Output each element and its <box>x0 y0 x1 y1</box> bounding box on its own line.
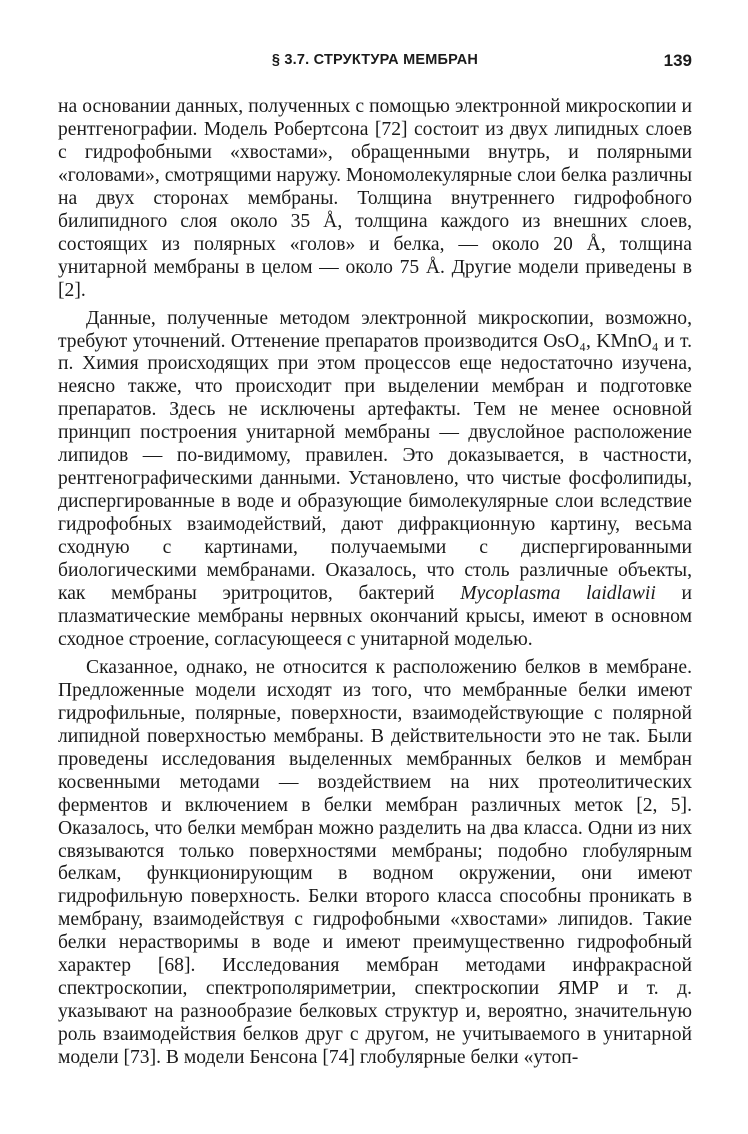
paragraph-membrane-proteins <box>58 657 692 1070</box>
page-number: 139 <box>663 51 692 70</box>
paragraph-1-text: на основании данных, полученных с помощью электронной микроскопии и рентгенографии. Модель Робертсона [72] состоит из двух липидных слоев с гидрофобными «хвостами», обращенными внутрь, и полярными «головами», смотрящими наружу. Мономолекулярные слои белка различны на двух сторонах мембраны. Толщина внутреннего гидрофобного билипидного слоя около 35 Å, толщина каждого из внешних слоев, состоящих из полярных «голов» и белка, — около 20 Å, толщина унитарной мембраны в целом — около 75 Å. Другие модели приведены в [2]. <box>58 96 692 301</box>
species-name: Mycoplasma laidlawii <box>460 583 656 605</box>
running-head: § 3.7. СТРУКТУРА МЕМБРАН <box>271 52 479 68</box>
paragraph-3-text: Сказанное, однако, не относится к расположению белков в мембране. Предложенные модели исходят из того, что мембранные белки имеют гидрофильные, полярные, поверхности, взаимодействующие с полярной липидной поверхностью мембраны. В действительности это не так. Были проведены исследования выделенных мембранных белков и мембран косвенными методами — воздействием на них протеолитических ферментов и включением в белки мембран различных меток [2, 5]. Оказалось, что белки мембран можно разделить на два класса. Одни из них связываются только поверхностями мембраны; подобно глобулярным белкам, функционирующим в водном окружении, они имеют гидрофильную поверхность. Белки второго класса способны проникать в мембрану, взаимодействуя с гидрофобными «хвостами» липидов. Такие белки нерастворимы в воде и имеют преимущественно гидрофобный характер [68]. Исследования мембран методами инфракрасной спектроскопии, спектрополяриметрии, спектроскопии ЯМР и т. д. указывают на разнообразие белковых структур и, вероятно, значительную роль взаимодействия белков друг с другом, не учитываемого в унитарной модели [73]. В модели Бенсона [74] глобулярные белки «утоп- <box>58 656 692 1069</box>
body-text <box>58 96 692 1070</box>
paragraph-2-text-after: и плазматические мембраны нервных окончаний крысы, имеют в основном сходное строение, согласующееся с унитарной моделью. <box>58 583 693 650</box>
paragraph-electron-microscopy <box>58 308 692 652</box>
paragraph-continued <box>58 96 692 303</box>
paragraph-2-text-before: Данные, полученные методом электронной микроскопии, возможно, требуют уточнений. Оттенение препаратов производится OsO₄, KMnO₄ и т. п. Химия происходящих при этом процессов еще недостаточно изучена, неясно также, что происходит при выделении мембран и подготовке препаратов. Здесь не исключены артефакты. Тем не менее основной принцип построения унитарной мембраны — двуслойное расположение липидов — по-видимому, правилен. Это доказывается, в частности, рентгенографическими данными. Установлено, что чистые фосфолипиды, диспергированные в воде и образующие бимолекулярные слои вследствие гидрофобных взаимодействий, дают дифракционную картину, весьма сходную с картинами, получаемыми с диспергированными биологическими мембранами. Оказалось, что столь различные объекты, как мембраны эритроцитов, бактерий <box>58 307 692 605</box>
page-header <box>58 52 692 78</box>
book-page <box>58 0 692 1134</box>
